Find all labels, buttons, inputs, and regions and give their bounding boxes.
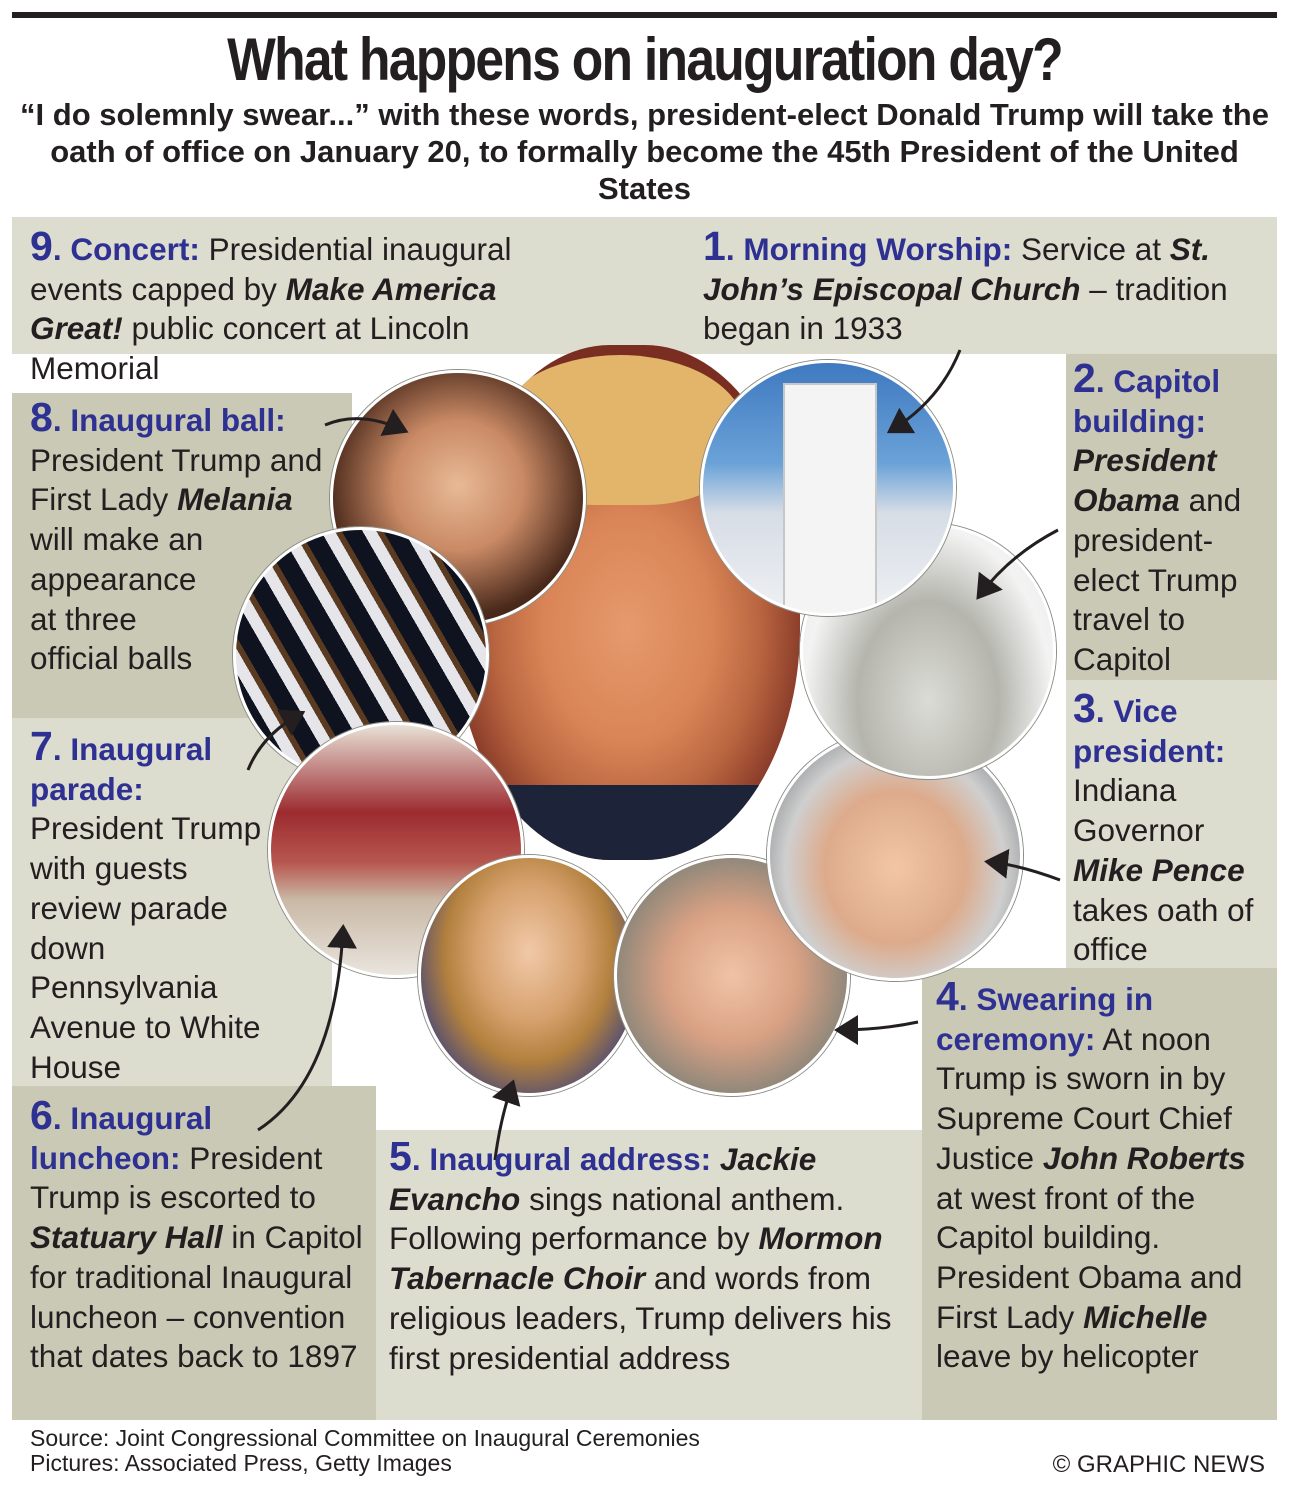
step-5: 5. Inaugural address: Jackie Evancho sings national anthem. Following performance by Mormon Tabernacle Choir and words from religious leaders, Trump delivers his first presidential address: [389, 1133, 892, 1376]
footer-sources: [30, 1426, 700, 1476]
step-4-text-1: At noon Trump is sworn in by Supreme Court Chief Justice: [936, 1020, 1232, 1176]
step-3-label: Vice president:: [1073, 693, 1226, 769]
step-8-label: Inaugural ball:: [70, 402, 286, 438]
step-8-text-3: will make an appearance at three official balls: [30, 521, 204, 677]
step-3-number: 3: [1073, 685, 1096, 731]
step-1: 1. Morning Worship: Service at St. John’s Episcopal Church – tradition began in 1933: [703, 223, 1228, 347]
step-6-text-2: Statuary Hall: [30, 1219, 223, 1256]
step-9: 9. Concert: Presidential inaugural events capped by Make America Great! public concert at Lincoln Memorial: [30, 223, 512, 387]
footer-pictures: Pictures: Associated Press, Getty Images: [30, 1450, 452, 1476]
step-9-label: Concert:: [70, 231, 200, 267]
step-5-text-1: Jackie Evancho: [389, 1141, 817, 1217]
arrow-2: [980, 530, 1058, 595]
step-1-text-1: Service at: [1020, 231, 1162, 267]
step-4: 4. Swearing in ceremony: At noon Trump is sworn in by Supreme Court Chief Justice John Roberts at west front of the Capitol building. President Obama and First Lady Michelle leave by helicopter: [936, 973, 1246, 1375]
step-8-text-2: Melania: [177, 481, 293, 518]
step-3-text-2: Mike Pence: [1073, 851, 1245, 888]
step-2-label: Capitol building:: [1073, 363, 1221, 439]
step-9-number: 9: [30, 223, 53, 269]
step-5-label: Inaugural address:: [429, 1141, 712, 1177]
arrow-1: [892, 350, 960, 430]
step-5-text-3: Mormon Tabernacle Choir: [389, 1220, 883, 1297]
step-6-label: Inaugural luncheon:: [30, 1100, 213, 1176]
step-4-number: 4: [936, 973, 959, 1019]
step-6-text-1: President Trump is escorted to: [30, 1139, 323, 1216]
arrow-4: [840, 1022, 918, 1030]
step-6-text-3: in Capitol for traditional Inaugural luncheon – convention that dates back to 1897: [30, 1219, 363, 1375]
step-7-text-1: President Trump with guests review parade down Pennsylvania Avenue to White House: [30, 810, 262, 1085]
step-2-text-1: President Obama: [1073, 442, 1217, 519]
step-8-text-1: President Trump and First Lady: [30, 441, 323, 518]
step-4-text-2: John Roberts: [1042, 1139, 1246, 1176]
step-2-text-2: and president-elect Trump travel to Capitol: [1073, 482, 1242, 677]
step-7-number: 7: [30, 723, 53, 769]
step-9-text-2: Make America Great!: [30, 270, 497, 347]
step-2-number: 2: [1073, 355, 1096, 401]
step-5-number: 5: [389, 1133, 412, 1179]
page-title: What happens on inauguration day?: [227, 26, 1062, 93]
footer-source: Source: Joint Congressional Committee on Inaugural Ceremonies: [30, 1425, 700, 1451]
step-4-text-5: leave by helicopter: [936, 1338, 1199, 1375]
footer-credit: © GRAPHIC NEWS: [1052, 1451, 1265, 1478]
step-1-number: 1: [703, 223, 726, 269]
step-5-text-2: sings national anthem. Following performance by: [389, 1180, 845, 1257]
step-4-text-3: at west front of the Capitol building. President Obama and First Lady: [936, 1179, 1243, 1335]
step-4-text-4: Michelle: [1083, 1298, 1208, 1335]
arrow-8: [325, 419, 403, 430]
step-8: 8. Inaugural ball: President Trump and First Lady Melania will make an appearance at three official balls: [30, 398, 330, 679]
step-8-number: 8: [30, 394, 53, 440]
step-7: 7. Inaugural parade: President Trump with guests review parade down Pennsylvania Avenue to White House: [30, 723, 262, 1085]
step-1-text-2: St. John’s Episcopal Church: [703, 231, 1211, 307]
step-9-text-1: Presidential inaugural events capped by: [30, 231, 512, 307]
step-1-text-3: – tradition began in 1933: [703, 270, 1228, 347]
page-subtitle: “I do solemnly swear...” with these words, president-elect Donald Trump will take the oath of office on January 20, to formally become the 45th President of the United States: [20, 97, 1269, 206]
step-6-number: 6: [30, 1092, 53, 1138]
step-3-text-1: Indiana Governor: [1073, 772, 1205, 849]
step-1-label: Morning Worship:: [743, 231, 1013, 267]
step-9-text-3: public concert at Lincoln Memorial: [30, 310, 470, 387]
step-5-text-4: and words from religious leaders, Trump delivers his first presidential address: [389, 1260, 892, 1376]
step-7-label: Inaugural parade:: [30, 731, 213, 807]
step-4-label: Swearing in ceremony:: [936, 981, 1154, 1057]
step-3: 3. Vice president: Indiana Governor Mike Pence takes oath of office: [1073, 685, 1254, 968]
arrow-3: [990, 862, 1060, 880]
step-3-text-3: takes oath of office: [1073, 891, 1254, 968]
step-2: 2. Capitol building: President Obama and president-elect Trump travel to Capitol: [1073, 355, 1242, 677]
step-6: 6. Inaugural luncheon: President Trump is escorted to Statuary Hall in Capitol for traditional Inaugural luncheon – convention that dates back to 1897: [30, 1092, 363, 1375]
